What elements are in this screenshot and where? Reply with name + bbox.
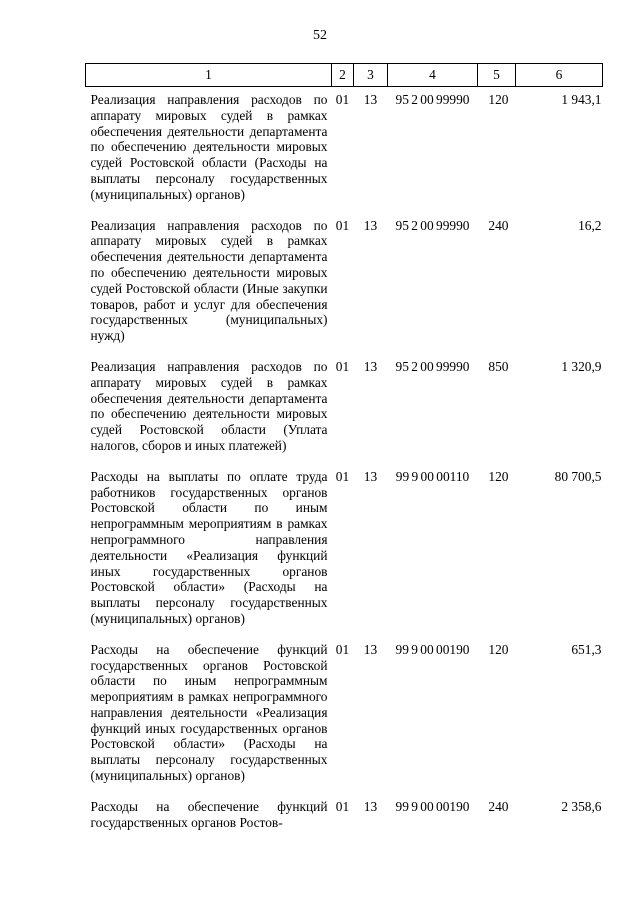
row-subsection: 13: [363, 798, 378, 814]
row-section: 01: [335, 798, 350, 814]
row-description: Реализация направления расходов по аппарату мировых судей в рамках обеспечения деятельности департамента по обеспечению деятельности мировых судей Ростовской области (Расходы на выплаты персоналу государственных (муниципальных) органов): [90, 92, 328, 202]
row-expense-type: 120: [488, 641, 509, 657]
column-header-expense-type: 5: [478, 64, 516, 87]
row-section: 01: [335, 92, 350, 107]
row-target-article: 95 2 00 99990: [395, 217, 470, 233]
row-expense-type: 120: [488, 92, 509, 107]
row-amount: 80 700,5: [554, 468, 602, 484]
column-header-section: 2: [332, 64, 354, 87]
row-subsection: 13: [363, 358, 378, 374]
table-row: [86, 799, 603, 846]
row-description: Реализация направления расходов по аппарату мировых судей в рамках обеспечения деятельности департамента по обеспечению деятельности мировых судей Ростовской области (Уплата налогов, сборов и иных платежей): [90, 358, 328, 453]
table-row: [86, 469, 603, 642]
row-expense-type: 850: [488, 358, 509, 374]
row-description: Реализация направления расходов по аппарату мировых судей в рамках обеспечения деятельности департамента по обеспечению деятельности мировых судей Ростовской области (Иные закупки товаров, работ и услуг для обеспечения государственных (муниципальных) нужд): [90, 217, 328, 344]
row-target-article: 95 2 00 99990: [395, 358, 470, 374]
table-header-row: [86, 64, 603, 87]
row-target-article: 99 9 00 00190: [395, 641, 470, 657]
table-row: [86, 218, 603, 359]
row-subsection: 13: [363, 641, 378, 657]
row-expense-type: 240: [488, 217, 509, 233]
row-description: Расходы на обеспечение функций государственных органов Ростовской области по иным непрограммным мероприятиям в рамках непрограммного направления деятельности «Реализация функций иных государственных органов Ростовской области» (Расходы на выплаты персоналу государственных (муниципальных) органов): [90, 641, 328, 784]
row-section: 01: [335, 217, 350, 233]
row-description: Расходы на выплаты по оплате труда работников государственных органов Ростовской области по иным непрограммным мероприятиям в рамках непрограммного направления деятельности «Реализация функций иных государственных органов Ростовской области» (Расходы на выплаты персоналу государственных (муниципальных) органов): [90, 468, 328, 626]
row-section: 01: [335, 468, 350, 484]
row-target-article: 95 2 00 99990: [395, 92, 470, 107]
column-header-target-article: 4: [388, 64, 478, 87]
row-subsection: 13: [363, 468, 378, 484]
column-header-amount: 6: [516, 64, 603, 87]
table-row: [86, 359, 603, 469]
row-target-article: 99 9 00 00110: [395, 468, 470, 484]
row-subsection: 13: [363, 92, 378, 107]
table-row: [86, 87, 603, 218]
row-section: 01: [335, 358, 350, 374]
budget-table: [85, 63, 603, 845]
row-description: Расходы на обеспечение функций государственных органов Ростов-: [90, 798, 328, 830]
column-header-description: 1: [86, 64, 332, 87]
page-number: 52: [313, 28, 327, 43]
row-subsection: 13: [363, 217, 378, 233]
column-header-subsection: 3: [354, 64, 388, 87]
row-amount: 2 358,6: [561, 798, 602, 814]
row-amount: 16,2: [578, 217, 602, 233]
row-amount: 1 943,1: [561, 92, 602, 107]
table-row: [86, 642, 603, 799]
row-expense-type: 240: [488, 798, 509, 814]
row-target-article: 99 9 00 00190: [395, 798, 470, 814]
row-expense-type: 120: [488, 468, 509, 484]
row-amount: 1 320,9: [561, 358, 602, 374]
row-amount: 651,3: [571, 641, 602, 657]
row-section: 01: [335, 641, 350, 657]
